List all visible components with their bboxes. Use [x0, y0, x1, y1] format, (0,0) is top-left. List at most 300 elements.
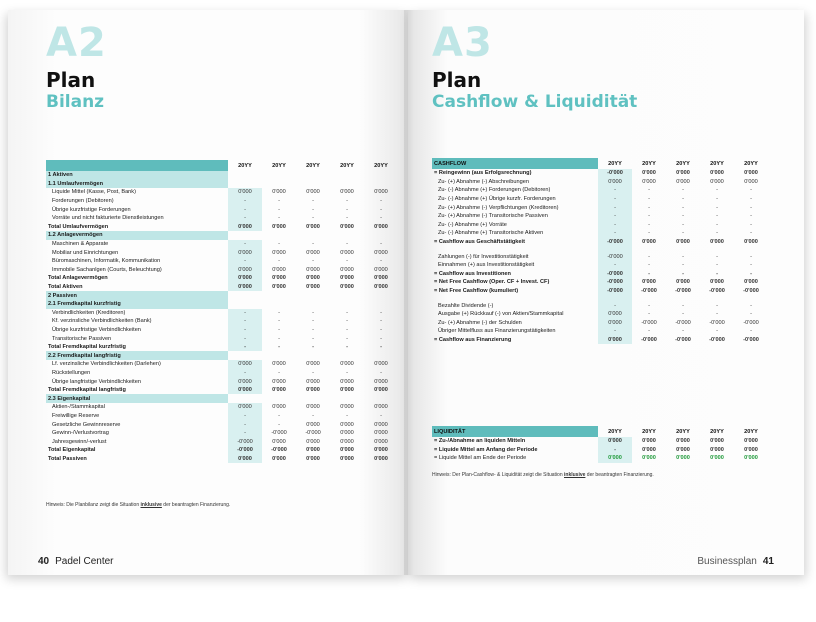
cell-value: 0'000 — [340, 421, 354, 428]
row-label: Übrige kurzfristige Forderungen — [52, 206, 131, 213]
row-label: = Cashflow aus Investitionen — [434, 270, 511, 277]
row-label: 2.3 Eigenkapital — [46, 394, 228, 403]
cell-value: - — [312, 318, 314, 325]
cell-value: 0'000 — [272, 266, 286, 273]
row-label: Lf. verzinsliche Verbindlichkeiten (Darlehen) — [52, 361, 161, 368]
cell-value: - — [598, 212, 632, 221]
cell-value: 0'000 — [744, 438, 758, 445]
row-label: Verbindlichkeiten (Kreditoren) — [52, 309, 126, 316]
cell-value: 0'000 — [306, 447, 320, 454]
cell-value — [364, 180, 398, 189]
cell-value: - — [648, 328, 650, 335]
cell-value: 0'000 — [272, 189, 286, 196]
cell-value: 0'000 — [340, 189, 354, 196]
cell-value: - — [312, 198, 314, 205]
cell-value: - — [750, 302, 752, 309]
row-label: = Reingewinn (aus Erfolgsrechnung) — [434, 170, 532, 177]
cell-value: 0'000 — [710, 438, 724, 445]
cell-value: - — [598, 327, 632, 336]
cell-value: 0'000 — [374, 275, 388, 282]
section-row — [46, 171, 398, 180]
row-label: Freiwillige Reserve — [52, 412, 100, 419]
cell-value: - — [380, 326, 382, 333]
total-row — [432, 437, 768, 446]
cell-value: - — [380, 335, 382, 342]
cell-value: 0'000 — [340, 455, 354, 462]
cell-value: -0'000 — [709, 319, 725, 326]
cell-value: - — [648, 311, 650, 318]
cell-value: - — [312, 215, 314, 222]
cell-value: - — [750, 221, 752, 228]
cell-value: -0'000 — [641, 336, 657, 343]
left-page — [8, 10, 408, 575]
cell-value: 0'000 — [340, 266, 354, 273]
cell-value: 0'000 — [306, 387, 320, 394]
cell-value: - — [380, 412, 382, 419]
cell-value: 0'000 — [272, 361, 286, 368]
section-row — [46, 231, 398, 240]
cell-value: 0'000 — [374, 387, 388, 394]
column-header-year: 20YY — [238, 162, 252, 169]
table-row — [46, 429, 398, 438]
cell-value: - — [648, 262, 650, 269]
cell-value: - — [380, 344, 382, 351]
cell-value: - — [228, 214, 262, 223]
cell-value: - — [278, 215, 280, 222]
cell-value: 0'000 — [306, 223, 320, 230]
table-header-row — [432, 426, 768, 437]
cell-value: -0'000 — [598, 169, 632, 178]
table-row — [46, 205, 398, 214]
cell-value: -0'000 — [743, 288, 759, 295]
cell-value: 0'000 — [306, 404, 320, 411]
cell-value: 0'000 — [272, 455, 286, 462]
row-label: = Liquide Mittel am Anfang der Periode — [434, 446, 538, 453]
cell-value: - — [312, 241, 314, 248]
cell-value — [228, 171, 262, 180]
cell-value: - — [682, 196, 684, 203]
cell-value: 0'000 — [228, 455, 262, 464]
section-row — [46, 351, 398, 360]
table-row — [432, 319, 768, 328]
cell-value: 0'000 — [228, 266, 262, 275]
cell-value: 0'000 — [340, 404, 354, 411]
cell-value — [228, 300, 262, 309]
table-row — [46, 309, 398, 318]
footer-title: Businessplan — [697, 556, 757, 567]
cell-value: - — [278, 206, 280, 213]
cell-value: 0'000 — [642, 438, 656, 445]
row-label: 1.2 Anlagevermögen — [46, 231, 228, 240]
cell-value — [364, 291, 398, 300]
cell-value — [296, 171, 330, 180]
cell-value — [330, 300, 364, 309]
cell-value: -0'000 — [598, 278, 632, 287]
cell-value — [228, 351, 262, 360]
cell-value — [296, 180, 330, 189]
cell-value: 0'000 — [306, 284, 320, 291]
cell-value — [364, 231, 398, 240]
row-label: 1.1 Umlaufvermögen — [46, 180, 228, 189]
row-label: Zu- (+) Abnahme (-) Verpflichtungen (Kreditoren) — [438, 204, 559, 211]
cell-value: 0'000 — [306, 378, 320, 385]
cell-value: -0'000 — [743, 319, 759, 326]
cell-value: - — [750, 204, 752, 211]
cell-value: 0'000 — [228, 360, 262, 369]
cell-value: - — [346, 326, 348, 333]
cell-value: - — [750, 213, 752, 220]
cell-value: - — [750, 196, 752, 203]
cell-value: 0'000 — [710, 446, 724, 453]
cell-value: - — [228, 257, 262, 266]
cell-value: - — [648, 270, 650, 277]
cell-value: - — [312, 326, 314, 333]
cell-value: 0'000 — [374, 223, 388, 230]
row-label: Bezahlte Dividende (-) — [438, 302, 494, 309]
cell-value: - — [682, 311, 684, 318]
cell-value: 0'000 — [272, 438, 286, 445]
footer-right — [697, 556, 774, 567]
cell-value: - — [312, 309, 314, 316]
row-label: Aktien-/Stammkapital — [52, 404, 105, 411]
cell-value: - — [380, 369, 382, 376]
cell-value: - — [312, 369, 314, 376]
total-row — [432, 336, 768, 345]
cell-value: - — [228, 197, 262, 206]
cell-value: -0'000 — [598, 287, 632, 296]
page-subtitle: Bilanz — [46, 92, 105, 112]
balance-sheet-table — [46, 160, 398, 463]
cell-value: - — [228, 205, 262, 214]
row-label: Gesetzliche Gewinnreserve — [52, 421, 121, 428]
row-label: Total Fremdkapital langfristig — [48, 387, 126, 394]
row-label: = Net Free Cashflow (kumuliert) — [434, 288, 519, 295]
cell-value: - — [380, 241, 382, 248]
cell-value — [330, 180, 364, 189]
cell-value: - — [598, 301, 632, 310]
cell-value: 0'000 — [374, 404, 388, 411]
cell-value — [228, 394, 262, 403]
cell-value: - — [346, 258, 348, 265]
cell-value: -0'000 — [271, 447, 287, 454]
cell-value: 0'000 — [642, 279, 656, 286]
row-label: = Cashflow aus Geschäftstätigkeit — [434, 239, 525, 246]
cell-value: 0'000 — [374, 249, 388, 256]
cell-value: 0'000 — [228, 403, 262, 412]
cell-value: - — [648, 253, 650, 260]
table-row — [432, 229, 768, 238]
cell-value — [296, 300, 330, 309]
cell-value: 0'000 — [306, 266, 320, 273]
cell-value: - — [278, 335, 280, 342]
cell-value: - — [278, 318, 280, 325]
cell-value: - — [380, 206, 382, 213]
cell-value: 0'000 — [710, 178, 724, 185]
cell-value: 0'000 — [272, 387, 286, 394]
cell-value: - — [312, 344, 314, 351]
cell-value: 0'000 — [272, 378, 286, 385]
row-label: 2 Passiven — [46, 291, 228, 300]
cell-value: 0'000 — [676, 279, 690, 286]
row-label: Immobile Sachanlgen (Courts, Beleuchtung) — [52, 266, 162, 273]
cell-value: 0'000 — [374, 378, 388, 385]
total-row — [46, 223, 398, 232]
table-row — [432, 203, 768, 212]
cell-value: 0'000 — [598, 336, 632, 345]
section-row — [46, 394, 398, 403]
cell-value: - — [716, 262, 718, 269]
cashflow-note: Hinweis: Der Plan-Cashflow- & Liquidität zeigt die Situation inklusive der beantragten Finanzierung. — [432, 472, 654, 478]
cell-value: -0'000 — [641, 319, 657, 326]
table-row — [432, 454, 768, 463]
cell-value — [330, 291, 364, 300]
cell-value: - — [716, 328, 718, 335]
cell-value: 0'000 — [228, 223, 262, 232]
cell-value: 0'000 — [340, 284, 354, 291]
cell-value: -0'000 — [228, 446, 262, 455]
cell-value: 0'000 — [710, 170, 724, 177]
cell-value: 0'000 — [306, 249, 320, 256]
cell-value: 0'000 — [306, 189, 320, 196]
cell-value: -0'000 — [271, 430, 287, 437]
cell-value: -0'000 — [305, 430, 321, 437]
page-title: Plan — [46, 68, 96, 92]
footer-title: Padel Center — [55, 556, 114, 567]
cell-value: 0'000 — [272, 249, 286, 256]
cell-value: 0'000 — [340, 223, 354, 230]
cell-value: - — [750, 311, 752, 318]
cell-value: - — [312, 412, 314, 419]
table-row — [432, 327, 768, 336]
cell-value: 0'000 — [228, 188, 262, 197]
cell-value: -0'000 — [743, 336, 759, 343]
cell-value: 0'000 — [306, 455, 320, 462]
cell-value: - — [716, 253, 718, 260]
cell-value: - — [682, 253, 684, 260]
cell-value: - — [346, 241, 348, 248]
cell-value: - — [380, 309, 382, 316]
total-row — [46, 386, 398, 395]
cell-value: -0'000 — [598, 270, 632, 279]
cell-value: - — [750, 328, 752, 335]
cell-value: - — [648, 187, 650, 194]
table-row — [46, 248, 398, 257]
column-header-year: 20YY — [272, 162, 286, 169]
section-code: A3 — [432, 20, 493, 66]
cell-value: - — [716, 187, 718, 194]
cell-value: -0'000 — [675, 319, 691, 326]
row-label: Maschinen & Apparate — [52, 241, 109, 248]
row-label: Zu- (-) Abnahme (+) Vorräte — [438, 221, 507, 228]
column-header-year: 20YY — [710, 428, 724, 435]
cell-value — [228, 231, 262, 240]
book-gutter — [404, 10, 414, 575]
cell-value — [330, 231, 364, 240]
row-label: 2.2 Fremdkapital langfristig — [46, 351, 228, 360]
row-label: Ausgabe (+) Rückkauf (-) von Aktien/Stammkapital — [438, 311, 564, 318]
cell-value: -0'000 — [598, 252, 632, 261]
row-label: 2.1 Fremdkapital kurzfristig — [46, 300, 228, 309]
table-row — [46, 360, 398, 369]
cell-value: - — [750, 230, 752, 237]
cell-value — [296, 291, 330, 300]
cell-value: - — [716, 230, 718, 237]
column-header-label: LIQUIDITÄT — [432, 426, 598, 437]
cell-value: - — [598, 446, 632, 455]
cell-value — [262, 351, 296, 360]
cell-value: - — [228, 429, 262, 438]
cell-value: - — [346, 412, 348, 419]
cell-value: - — [346, 309, 348, 316]
cell-value: -0'000 — [709, 288, 725, 295]
cell-value: - — [716, 196, 718, 203]
cell-value: 0'000 — [710, 239, 724, 246]
cell-value: - — [312, 335, 314, 342]
row-label: Zu- (-) Abnahme (+) Übrige kurzfr. Forderungen — [438, 196, 556, 203]
row-label: Übrige kurzfristige Verbindlichkeiten — [52, 326, 141, 333]
cell-value: - — [228, 343, 262, 352]
cell-value: 0'000 — [340, 447, 354, 454]
cell-value: 0'000 — [306, 275, 320, 282]
table-row — [46, 403, 398, 412]
cell-value: - — [716, 311, 718, 318]
cell-value: - — [750, 270, 752, 277]
total-row — [432, 238, 768, 247]
page-number: 41 — [762, 556, 774, 567]
cell-value: - — [312, 258, 314, 265]
table-row — [46, 197, 398, 206]
cell-value: 0'000 — [598, 437, 632, 446]
row-label: = Zu-/Abnahme an liquiden Mitteln — [434, 438, 526, 445]
row-label: Liquide Mittel (Kasse, Post, Bank) — [52, 189, 136, 196]
column-header-year: 20YY — [608, 428, 622, 435]
cell-value: - — [278, 258, 280, 265]
cell-value: 0'000 — [744, 170, 758, 177]
table-row — [432, 261, 768, 270]
column-header-year: 20YY — [642, 160, 656, 167]
table-row — [46, 369, 398, 378]
cell-value: 0'000 — [228, 283, 262, 292]
cell-value: - — [346, 344, 348, 351]
cell-value: - — [682, 302, 684, 309]
row-label: Kf. verzinsliche Verbindlichkeiten (Bank) — [52, 318, 152, 325]
cell-value: - — [716, 302, 718, 309]
cashflow-table — [432, 158, 768, 344]
cell-value: - — [228, 420, 262, 429]
cell-value: - — [380, 318, 382, 325]
cell-value: 0'000 — [676, 178, 690, 185]
cell-value: - — [346, 215, 348, 222]
cell-value — [262, 231, 296, 240]
table-row — [432, 212, 768, 221]
cell-value: 0'000 — [598, 454, 632, 463]
cell-value: 0'000 — [228, 377, 262, 386]
cell-value: 0'000 — [710, 279, 724, 286]
cell-value: - — [278, 241, 280, 248]
cell-value: 0'000 — [676, 455, 690, 462]
cell-value: 0'000 — [374, 430, 388, 437]
table-row — [46, 214, 398, 223]
cell-value: 0'000 — [676, 446, 690, 453]
cell-value: - — [278, 309, 280, 316]
cell-value: - — [228, 369, 262, 378]
cell-value: 0'000 — [676, 438, 690, 445]
table-row — [46, 257, 398, 266]
cell-value: - — [648, 302, 650, 309]
cell-value: - — [380, 198, 382, 205]
cell-value: 0'000 — [598, 319, 632, 328]
table-row — [46, 188, 398, 197]
row-label: Zahlungen (-) für Investitionstätigkeit — [438, 253, 529, 260]
cell-value: - — [682, 270, 684, 277]
cell-value — [364, 300, 398, 309]
cell-value: - — [648, 213, 650, 220]
page-subtitle: Cashflow & Liquidität — [432, 92, 638, 112]
cell-value: 0'000 — [676, 239, 690, 246]
cell-value: 0'000 — [710, 455, 724, 462]
table-row — [46, 437, 398, 446]
table-row — [46, 334, 398, 343]
cell-value: - — [750, 253, 752, 260]
cell-value: -0'000 — [675, 336, 691, 343]
row-label: Büromaschinen, Informatik, Kommunikation — [52, 258, 161, 265]
cell-value: 0'000 — [374, 421, 388, 428]
cell-value: 0'000 — [272, 404, 286, 411]
total-row — [46, 455, 398, 464]
cell-value: - — [648, 221, 650, 228]
table-row — [432, 252, 768, 261]
total-row — [432, 446, 768, 455]
cell-value: 0'000 — [306, 421, 320, 428]
row-label: Total Fremdkapital kurzfristig — [48, 344, 126, 351]
table-row — [46, 266, 398, 275]
section-code: A2 — [46, 20, 107, 66]
cell-value: - — [380, 258, 382, 265]
cell-value: 0'000 — [340, 275, 354, 282]
cell-value: - — [598, 221, 632, 230]
cell-value: - — [716, 221, 718, 228]
cell-value — [364, 351, 398, 360]
cell-value: 0'000 — [272, 284, 286, 291]
cell-value: - — [598, 195, 632, 204]
row-label: Forderungen (Debitoren) — [52, 198, 114, 205]
cell-value: - — [682, 262, 684, 269]
cell-value — [330, 394, 364, 403]
row-label: Transitorische Passiven — [52, 335, 112, 342]
cell-value: 0'000 — [744, 455, 758, 462]
cell-value: - — [682, 213, 684, 220]
cell-value: - — [380, 215, 382, 222]
table-row — [46, 420, 398, 429]
cell-value: -0'000 — [675, 288, 691, 295]
cell-value: - — [228, 309, 262, 318]
cell-value: - — [716, 213, 718, 220]
cell-value: - — [346, 318, 348, 325]
cell-value: 0'000 — [642, 178, 656, 185]
cell-value: 0'000 — [374, 438, 388, 445]
cell-value: - — [682, 230, 684, 237]
cell-value: - — [228, 412, 262, 421]
cell-value: 0'000 — [340, 378, 354, 385]
cell-value: - — [682, 221, 684, 228]
row-label: = Liquide Mittel am Ende der Periode — [434, 455, 527, 462]
table-row — [432, 178, 768, 187]
row-label: Mobiliar und Einrichtungen — [52, 249, 119, 256]
footer-left — [38, 556, 114, 567]
row-label: Zu- (-) Abnahme (+) Transitorische Aktiven — [438, 230, 544, 237]
column-header-year: 20YY — [676, 160, 690, 167]
table-row — [432, 310, 768, 319]
